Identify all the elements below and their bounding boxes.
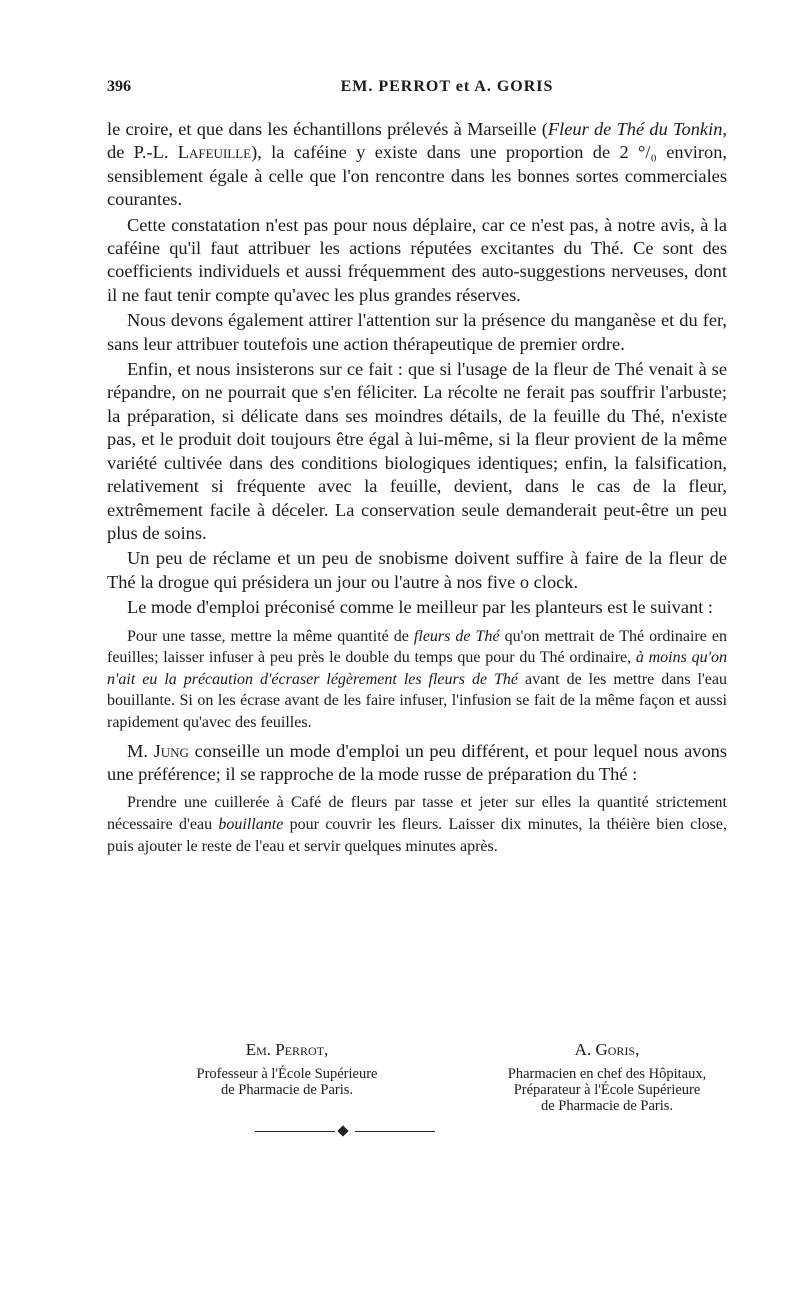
- signature-title: Préparateur à l'École Supérieure: [513, 1082, 701, 1098]
- running-head: [107, 78, 727, 100]
- paragraph-2: Cette constatation n'est pas pour nous déplaire, car ce n'est pas, à notre avis, à la caféine qu'il faut attribuer les actions réputées excitantes du Thé. Ce sont des coefficients individuels et aussi fréquemment des auto-suggestions nerveuses, dont il ne faut tenir compte qu'avec les plus grandes réserves.: [107, 214, 727, 305]
- diamond-icon: [337, 1125, 348, 1136]
- ornament-rule-left: [255, 1131, 335, 1132]
- paragraph-4: Enfin, et nous insisterons sur ce fait : que si l'usage de la fleur de Thé venait à se répandre, on ne pourrait que s'en féliciter. La récolte ne ferait pas souffrir l'arbuste; la préparation, si délicate dans ses moindres détails, de la feuille du Thé, n'existe pas, et le produit doit toujours être égal à lui-même, si la fleur provient de la même variété cultivée dans des conditions biologiques identiques; enfin, la falsification, relativement si fréquente avec la feuille, devient, dans le cas de la fleur, extrêmement facile à déceler. La conservation seule demanderait peut-être un peu plus de soins.: [107, 359, 727, 543]
- signature-name: A. Goris,: [574, 1040, 640, 1059]
- paragraph-6: Le mode d'emploi préconisé comme le meilleur par les planteurs est le suivant :: [127, 597, 714, 618]
- paragraph-7: M. Jung conseille un mode d'emploi un peu différent, et pour lequel nous avons une préférence; il se rapproche de la mode russe de préparation du Thé :: [107, 740, 727, 784]
- signature-perrot: [157, 1038, 417, 1098]
- quote-1: Pour une tasse, mettre la même quantité de fleurs de Thé qu'on mettrait de Thé ordinaire en feuilles; laisser infuser à peu près le double du temps que pour du Thé ordinaire, à moins qu'on n'ait eu la précaution d'écraser légèrement les fleurs de Thé avant de les mettre dans l'eau bouillante. Si on les écrase avant de les faire infuser, l'infusion se fait de la même façon et aussi rapidement qu'avec des feuilles.: [107, 627, 728, 731]
- end-ornament: [255, 1124, 435, 1138]
- signature-title: de Pharmacie de Paris.: [220, 1082, 354, 1098]
- running-head-authors: EM. PERROT et A. GORIS: [340, 78, 554, 95]
- signature-title: de Pharmacie de Paris.: [540, 1098, 674, 1114]
- signature-goris: [467, 1038, 747, 1114]
- signature-title: Professeur à l'École Supérieure: [196, 1066, 378, 1082]
- paragraph-1: le croire, et que dans les échantillons prélevés à Marseille (Fleur de Thé du Tonkin, de P.-L. Lafeuille), la caféine y existe dans une proportion de 2 °/₀ environ, sensiblement égale à celle que l'on rencontre dans les bonnes sortes commerciales courantes.: [107, 119, 728, 210]
- paragraph-5: Un peu de réclame et un peu de snobisme doivent suffire à faire de la fleur de Thé la drogue qui présidera un jour ou l'autre à nos five o clock.: [107, 548, 727, 592]
- paragraph-3: Nous devons également attirer l'attention sur la présence du manganèse et du fer, sans leur attribuer toutefois une action thérapeutique de premier ordre.: [107, 310, 727, 354]
- ornament-rule-right: [355, 1131, 435, 1132]
- signature-title: Pharmacien en chef des Hôpitaux,: [507, 1066, 707, 1082]
- signatures: [107, 1038, 727, 1118]
- quote-2: Prendre une cuillerée à Café de fleurs par tasse et jeter sur elles la quantité strictement nécessaire d'eau bouillante pour couvrir les fleurs. Laisser dix minutes, la théière bien close, puis ajouter le reste de l'eau et servir quelques minutes après.: [107, 794, 727, 855]
- page-number: 396: [107, 78, 131, 95]
- signature-name: Em. Perrot,: [245, 1040, 329, 1059]
- body-text: [107, 118, 727, 863]
